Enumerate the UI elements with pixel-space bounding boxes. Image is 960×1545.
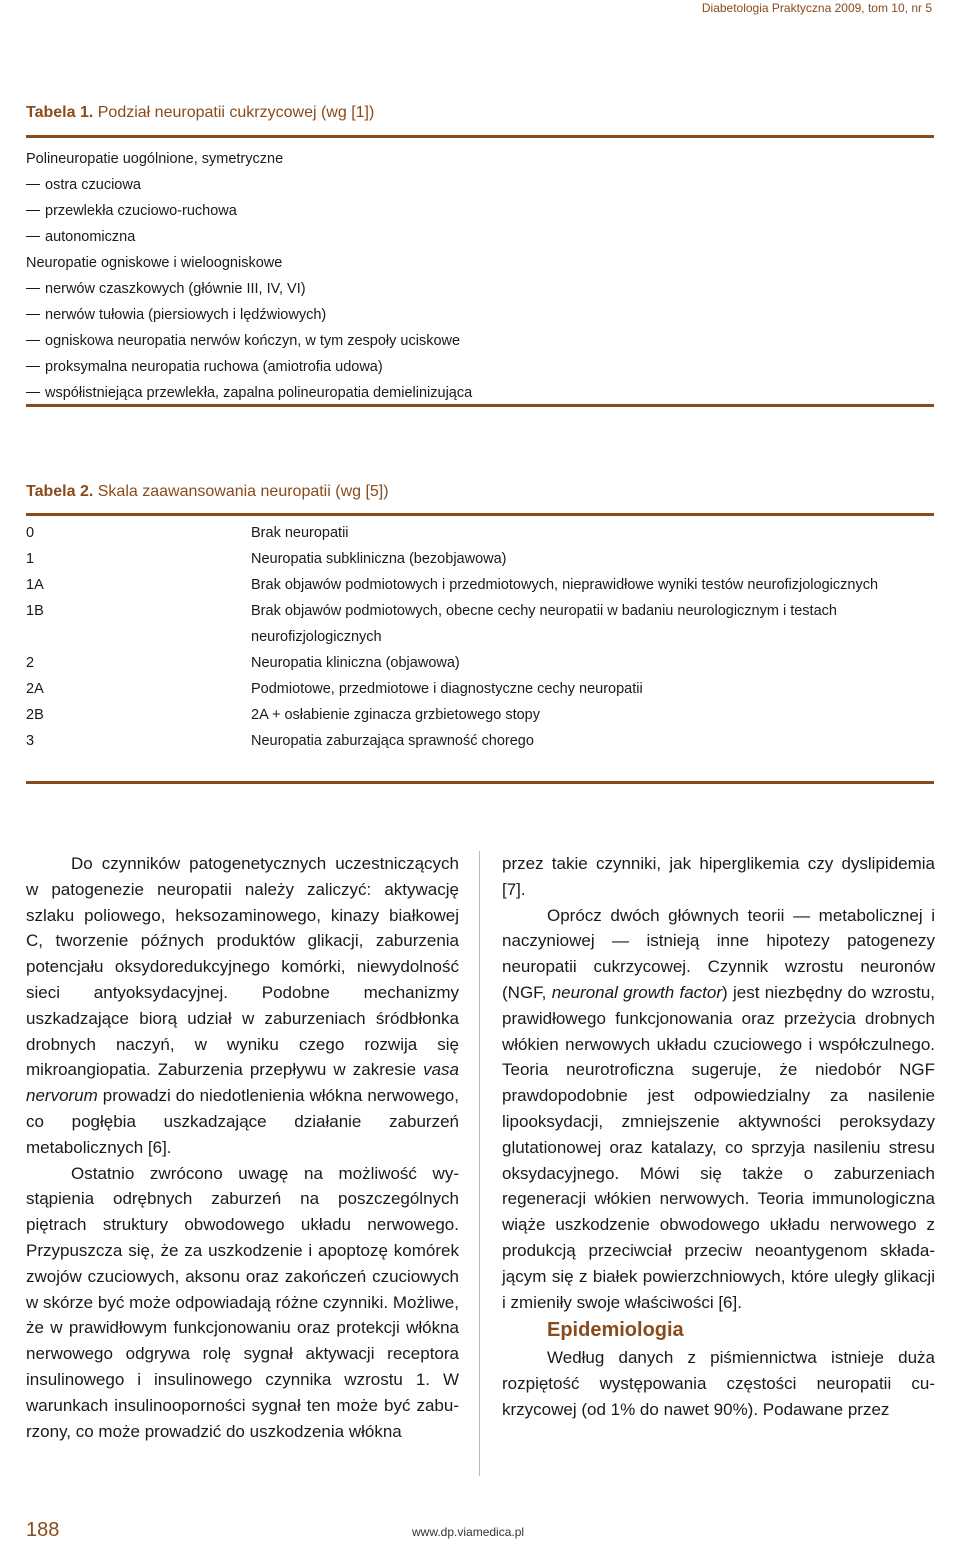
table2-bottom-rule bbox=[26, 781, 934, 784]
table2-row bbox=[26, 598, 934, 650]
table2-row bbox=[26, 650, 934, 676]
table2-row bbox=[26, 572, 934, 598]
table1-subitem: nerwów tułowia (piersiowych i lędźwiowych) bbox=[26, 302, 934, 328]
table2-code: 1A bbox=[26, 577, 44, 593]
table1-title: Podział neuropatii cukrzycowej (wg [1]) bbox=[97, 104, 375, 121]
right-paragraph-2: Według danych z piśmiennictwa istnieje duża rozpiętość występowania częstości neuropatii cukrzycowej (od 1% do nawet 90%). Podawane przez bbox=[502, 1348, 935, 1419]
table1-group-heading: Polineuropatie uogólnione, symetryczne bbox=[26, 151, 284, 167]
right-paragraph-0: przez takie czynniki, jak hiperglikemia czy dyslipidemia [7]. bbox=[502, 854, 935, 899]
table2-body bbox=[26, 520, 934, 754]
table1-subitem: nerwów czaszkowych (głównie III, IV, VI) bbox=[26, 276, 934, 302]
table2-description: 2A + osłabienie zginacza grzbietowego stopy bbox=[251, 707, 540, 723]
table2-code: 2 bbox=[26, 655, 35, 671]
table2-row bbox=[26, 546, 934, 572]
table2-row bbox=[26, 728, 934, 754]
column-divider bbox=[479, 851, 480, 1476]
table2-title: Skala zaawansowania neuropatii (wg [5]) bbox=[97, 483, 389, 500]
table2-code: 2A bbox=[26, 681, 44, 697]
table1-subitem: ogniskowa neuropatia nerwów kończyn, w tym zespoły uciskowe bbox=[26, 328, 934, 354]
table2-caption bbox=[26, 482, 389, 502]
table2-code: 3 bbox=[26, 733, 35, 749]
table2-code: 1B bbox=[26, 603, 44, 619]
table2-row bbox=[26, 676, 934, 702]
table2-code: 1 bbox=[26, 551, 35, 567]
right-paragraph-1: Oprócz dwóch głównych teorii — metabolicznej i naczyniowej — istnieją inne hipotezy patogenezy neuropatii cukrzycowej. Czynnik wzrostu neuronów (NGF, neuronal growth factor) jest niezbędny do wzrostu, prawidłowego funkcjonowania oraz przeżycia drobnych włókien nerwowych układu czuciowego i współczulnego. Teoria neurotroficzna sugeruje, że niedobór NGF prawdopodobnie jest odpowiedzialny za nasilenie lipooksydacji, zmniejszenie aktywności peroksydazy glutationowej oraz katalazy, co sprzyja nasileniu stresu oksydacyjnego. Mówi się także o zaburzeniach regeneracji włókien nerwowych. Teoria immunologiczna wiąże uszkodzenie obwodowego układu nerwowego z produkcją przeciwciał przeciw neoantygenom składającym się z białek powierzchniowych, które uległy glikacji i zmieniły swoje właściwości [6]. bbox=[502, 905, 936, 1312]
footer-url[interactable]: www.dp.viamedica.pl bbox=[412, 1525, 525, 1539]
table1-subitem: współistniejąca przewlekła, zapalna polineuropatia demielinizująca bbox=[26, 380, 934, 406]
table2-description: Brak neuropatii bbox=[251, 525, 349, 541]
journal-header: Diabetologia Praktyczna 2009, tom 10, nr 5 bbox=[701, 1, 932, 15]
table2-description: Podmiotowe, przedmiotowe i diagnostyczne cechy neuropatii bbox=[251, 681, 643, 697]
table2-description: Neuropatia zaburzająca sprawność chorego bbox=[251, 733, 534, 749]
table1-label: Tabela 1. bbox=[26, 104, 94, 121]
page-number: 188 bbox=[26, 1519, 60, 1541]
left-paragraph-1: Do czynników patogenetycznych uczestniczących w patogenezie neuropatii należy zaliczyć: aktywację szlaku poliowego, heksozaminowego, kinazy białkowej C, tworzenie późnych produktów glikacji, zaburzenia potencjału oksydoredukcyjnego komórki, niewydolność sieci antyoksydacyjnej. Podobne mechanizmy uszkadzające biorą udział w zaburzeniach śródbłonka drobnych naczyń, w wyniku czego rozwija się mikroangiopatia. Zaburzenia przepływu w zakresie vasa nervorum prowadzi do niedotlenienia włókna nerwowego, co pogłębia uszkadzające działanie zaburzeń metabolicznych [6]. bbox=[26, 854, 459, 1157]
table1-top-rule bbox=[26, 135, 934, 138]
table1-bottom-rule bbox=[26, 404, 934, 407]
table2-label: Tabela 2. bbox=[26, 483, 94, 500]
table1-caption bbox=[26, 103, 374, 123]
table2-top-rule bbox=[26, 513, 934, 516]
table2-description: Brak objawów podmiotowych, obecne cechy neuropatii w badaniu neurologicznym i testach neurofizjologicznych bbox=[251, 603, 837, 645]
table2-description: Neuropatia kliniczna (objawowa) bbox=[251, 655, 460, 671]
section-heading-epidemiologia: Epidemiologia bbox=[547, 1319, 684, 1342]
table1-group-heading: Neuropatie ogniskowe i wieloogniskowe bbox=[26, 255, 283, 271]
table1-subitem: proksymalna neuropatia ruchowa (amiotrofia udowa) bbox=[26, 354, 934, 380]
table1-subitem: ostra czuciowa bbox=[26, 172, 934, 198]
right-column bbox=[502, 851, 935, 1423]
left-paragraph-2: Ostatnio zwrócono uwagę na możliwość wystąpienia odrębnych zaburzeń na poszczególnych piętrach struktury obwodowego układu nerwowego. Przypuszcza się, że za uszkodzenie i apoptozę komórek zwojów czuciowych, aksonu oraz zakończeń czuciowych w skórze być może odpowiadają różne czynniki. Możliwe, że w prawidłowym funkcjonowaniu oraz protekcji włókna nerwowego odgrywa rolę sygnał aktywacji receptora insulinowego i insulinowego czynnika wzrostu 1. W warunkach insulinooporności sygnał ten może być zaburzony, co może prowadzić do uszkodzenia włókna bbox=[26, 1163, 459, 1441]
table2-code: 2B bbox=[26, 707, 44, 723]
table2-row bbox=[26, 702, 934, 728]
table2-code: 0 bbox=[26, 525, 35, 541]
left-column bbox=[26, 851, 459, 1444]
table1-subitem: autonomiczna bbox=[26, 224, 934, 250]
table2-description: Neuropatia subkliniczna (bezobjawowa) bbox=[251, 551, 507, 567]
table2-description: Brak objawów podmiotowych i przedmiotowych, nieprawidłowe wyniki testów neurofizjologicznych bbox=[251, 577, 879, 593]
table1-subitem: przewlekła czuciowo-ruchowa bbox=[26, 198, 934, 224]
table2-row bbox=[26, 520, 934, 546]
table1-body bbox=[26, 146, 934, 406]
